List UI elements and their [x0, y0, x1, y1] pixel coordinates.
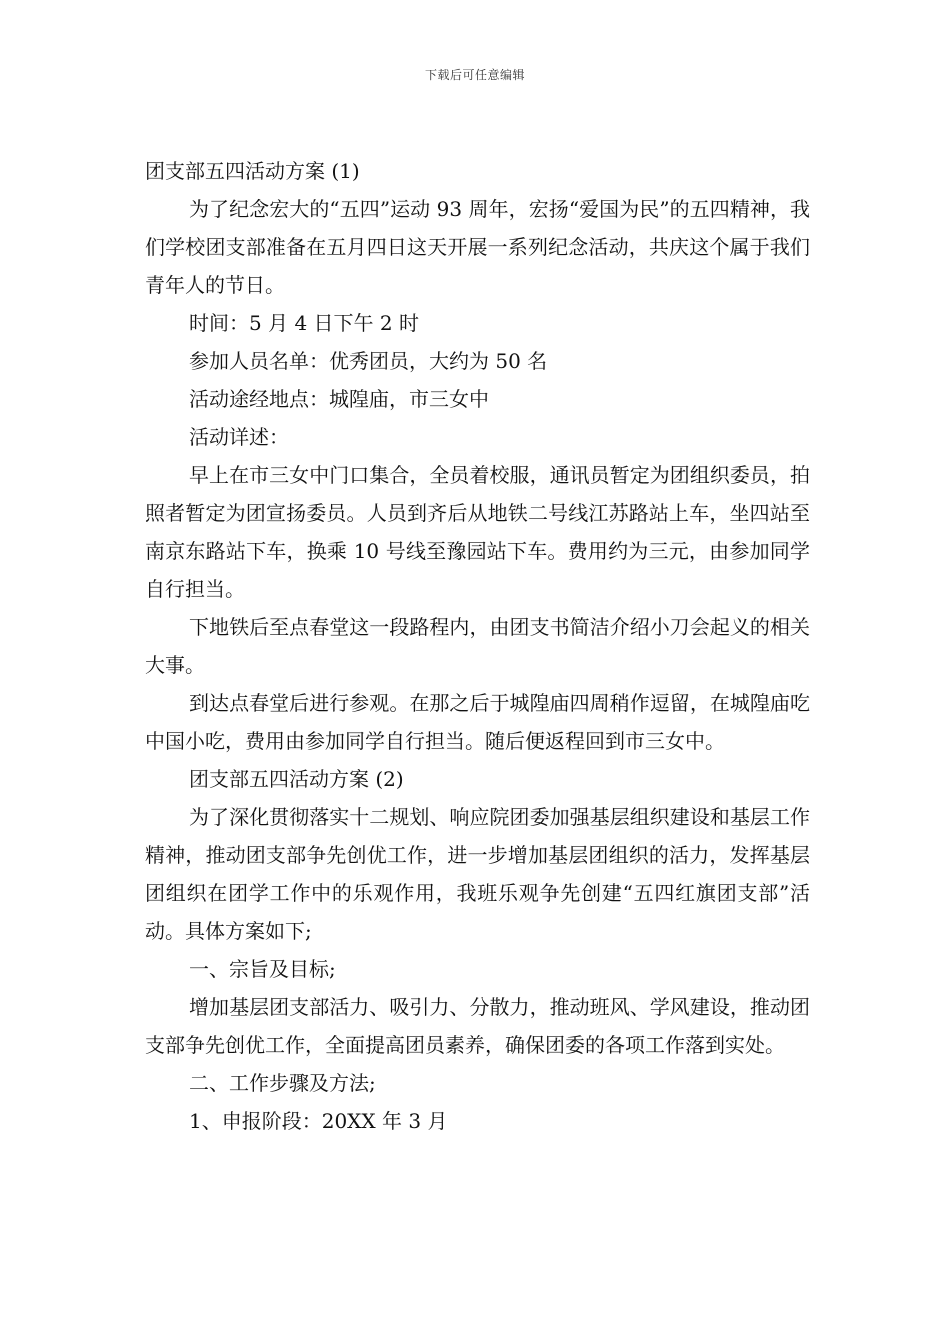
paragraph-goals: 增加基层团支部活力、吸引力、分散力，推动班风、学风建设，推动团支部争先创优工作，全面提高团员素养，确保团委的各项工作落到实处。 [145, 995, 810, 1057]
heading-goals: 一、宗旨及目标; [189, 957, 336, 981]
paragraph-visit: 到达点春堂后进行参观。在那之后于城隍庙四周稍作逗留，在城隍庙吃中国小吃，费用由参加同学自行担当。随后便返程回到市三女中。 [145, 691, 810, 753]
paragraph-time: 时间：5 月 4 日下午 2 时 [189, 311, 419, 335]
paragraph-intro: 为了纪念宏大的“五四”运动 93 周年，宏扬“爱国为民”的五四精神，我们学校团支部准备在五月四日这天开展一系列纪念活动，共庆这个属于我们青年人的节日。 [145, 197, 810, 297]
document-body [145, 152, 810, 1140]
section-title-1: 团支部五四活动方案 (1) [145, 159, 360, 183]
section-title-2: 团支部五四活动方案 (2) [189, 767, 404, 791]
paragraph-participants: 参加人员名单：优秀团员，大约为 50 名 [189, 349, 548, 373]
paragraph-morning: 早上在市三女中门口集合，全员着校服，通讯员暂定为团组织委员，拍照者暂定为团宣扬委员。人员到齐后从地铁二号线江苏路站上车，坐四站至南京东路站下车，换乘 10 号线至豫园站下车。费用约为三元，由参加同学自行担当。 [145, 463, 810, 601]
paragraph-subway: 下地铁后至点春堂这一段路程内，由团支书简洁介绍小刀会起义的相关大事。 [145, 615, 810, 677]
heading-steps: 二、工作步骤及方法; [189, 1071, 376, 1095]
paragraph-step-1: 1、申报阶段：20XX 年 3 月 [189, 1109, 448, 1133]
paragraph-locations: 活动途经地点：城隍庙，市三女中 [189, 387, 489, 411]
paragraph-purpose: 为了深化贯彻落实十二规划、响应院团委加强基层组织建设和基层工作精神，推动团支部争先创优工作，进一步增加基层团组织的活力，发挥基层团组织在团学工作中的乐观作用，我班乐观争先创建“五四红旗团支部”活动。具体方案如下; [145, 805, 810, 943]
paragraph-details-label: 活动详述： [189, 425, 289, 449]
page-header-note: 下载后可任意编辑 [424, 68, 525, 82]
